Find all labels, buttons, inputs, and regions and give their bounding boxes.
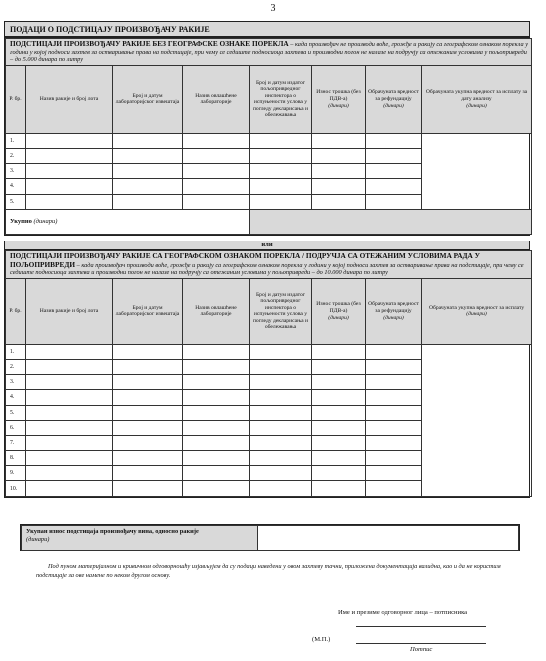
s2-col-cost: Износ трошка (без ПДВ-а) (динари) xyxy=(312,278,366,344)
cell-input[interactable] xyxy=(183,179,250,194)
row-number: 5. xyxy=(6,194,26,209)
cell-input[interactable] xyxy=(26,359,113,374)
section1-column-headers xyxy=(6,65,532,133)
s2-col-name: Назив ракије и број лота xyxy=(26,278,113,344)
summary-table xyxy=(21,525,519,551)
cell-input[interactable] xyxy=(113,164,183,179)
cell-input[interactable] xyxy=(113,179,183,194)
cell-input[interactable] xyxy=(366,344,422,359)
cell-input[interactable] xyxy=(366,405,422,420)
cell-input[interactable] xyxy=(366,133,422,148)
row-number: 10. xyxy=(6,481,26,496)
cell-input[interactable] xyxy=(26,466,113,481)
cell-input[interactable] xyxy=(113,451,183,466)
page-number: 3 xyxy=(270,3,276,14)
cell-input[interactable] xyxy=(183,420,250,435)
row-number: 4. xyxy=(6,390,26,405)
cell-input[interactable] xyxy=(26,179,113,194)
cell-input[interactable] xyxy=(183,344,250,359)
cell-input[interactable] xyxy=(366,435,422,450)
cell-input[interactable] xyxy=(312,390,366,405)
s1-col-lab-report: Број и датум лабораторијског извештаја xyxy=(113,65,183,133)
section1-heading-text: – када произвођач не производи воће, грожђе и ракију са географском ознаком порекла у години у којој подноси захтев за остваривање права на подстицаје, при чему се седиште подносиоца захтева и производни погон не налазе на подручју са отежаним условима у пољопривреди – до 5.000 динара по литру xyxy=(10,41,528,64)
cell-input[interactable] xyxy=(183,194,250,209)
cell-input[interactable] xyxy=(312,133,366,148)
section2-table-wrapper xyxy=(4,249,530,498)
s1-col-refund: Обрачуната вредност за рефундацију (динари) xyxy=(366,65,422,133)
cell-input[interactable] xyxy=(312,451,366,466)
summary-label: Укупан износ подстицаја произвођачу вина, односно ракије (динари) xyxy=(22,526,258,551)
row-number: 2. xyxy=(6,359,26,374)
cell-input[interactable] xyxy=(183,164,250,179)
cell-input[interactable] xyxy=(26,133,113,148)
row-number: 1. xyxy=(6,133,26,148)
s2-col-total: Обрачуната укупна вредност за исплату (динари) xyxy=(422,278,532,344)
cell-input[interactable] xyxy=(312,179,366,194)
cell-input[interactable] xyxy=(113,375,183,390)
row-number: 5. xyxy=(6,405,26,420)
row-number: 3. xyxy=(6,375,26,390)
row-number: 6. xyxy=(6,420,26,435)
cell-input[interactable] xyxy=(113,420,183,435)
cell-input[interactable] xyxy=(113,194,183,209)
cell-input[interactable] xyxy=(183,435,250,450)
signatory-name-line[interactable] xyxy=(356,626,486,627)
cell-input[interactable] xyxy=(113,466,183,481)
cell-input[interactable] xyxy=(312,420,366,435)
s2-col-lab-name: Назив овлашћене лабораторије xyxy=(183,278,250,344)
cell-input[interactable] xyxy=(250,481,312,496)
cell-input[interactable] xyxy=(250,164,312,179)
section2-heading-text: – када произвођач производи воће, грожђе и ракију са географском ознаком порекла у години у којој подноси захтев за остваривање права на подстицаје, при чему се седиште подносиоца захтева и производни погон не налазе на подручју са отежаним условима у пољопривреди – до 10.000 динара по литру xyxy=(10,261,524,277)
cell-input[interactable] xyxy=(113,133,183,148)
cell-input[interactable] xyxy=(250,359,312,374)
section2-heading-bold: ПОДСТИЦАЈИ ПРОИЗВОЂАЧУ РАКИЈЕ СА ГЕОГРАФСКОМ ОЗНАКОМ ПОРЕКЛА / ПОДРУЧЈА СА ОТЕЖАНИМ УСЛОВИМА РАДА У ПОЉОПРИВРЕДИ xyxy=(10,251,480,269)
cell-input[interactable] xyxy=(366,179,422,194)
signature-label: Потпис xyxy=(410,646,433,653)
cell-input[interactable] xyxy=(26,148,113,163)
stamp-placeholder: (М.П.) xyxy=(312,636,331,643)
cell-input[interactable] xyxy=(26,164,113,179)
row-number: 3. xyxy=(6,164,26,179)
cell-input[interactable] xyxy=(312,435,366,450)
cell-input[interactable] xyxy=(312,375,366,390)
cell-input[interactable] xyxy=(312,164,366,179)
cell-input[interactable] xyxy=(250,420,312,435)
cell-input[interactable] xyxy=(250,435,312,450)
cell-input[interactable] xyxy=(312,466,366,481)
section2-table xyxy=(5,250,532,497)
cell-input[interactable] xyxy=(366,420,422,435)
cell-input[interactable] xyxy=(183,148,250,163)
cell-input[interactable] xyxy=(250,194,312,209)
cell-input[interactable] xyxy=(366,148,422,163)
cell-input[interactable] xyxy=(183,451,250,466)
cell-input[interactable] xyxy=(250,133,312,148)
cell-input[interactable] xyxy=(312,405,366,420)
summary-box xyxy=(20,524,520,551)
s1-col-rb: Р. бр. xyxy=(6,65,26,133)
cell-input[interactable] xyxy=(113,481,183,496)
row-number: 4. xyxy=(6,179,26,194)
s1-col-name: Назив ракије и број лота xyxy=(26,65,113,133)
cell-input[interactable] xyxy=(250,390,312,405)
cell-input[interactable] xyxy=(312,359,366,374)
cell-input[interactable] xyxy=(26,451,113,466)
table-row xyxy=(6,133,532,148)
section1-table xyxy=(5,38,532,235)
cell-input[interactable] xyxy=(366,194,422,209)
or-separator: или xyxy=(4,241,530,249)
s1-col-total: Обрачуната укупна вредност за исплату за дату анализу (динари) xyxy=(422,65,532,133)
section1-total-label: Укупно (динари) xyxy=(6,209,250,234)
s2-col-rb: Р. бр. xyxy=(6,278,26,344)
cell-input[interactable] xyxy=(183,405,250,420)
cell-input[interactable] xyxy=(366,359,422,374)
section1-heading-bold: ПОДСТИЦАЈИ ПРОИЗВОЂАЧУ РАКИЈЕ БЕЗ ГЕОГРАФСКЕ ОЗНАКЕ ПОРЕКЛА xyxy=(10,39,289,48)
cell-input[interactable] xyxy=(183,466,250,481)
cell-input[interactable] xyxy=(26,194,113,209)
cell-input[interactable] xyxy=(312,148,366,163)
cell-input[interactable] xyxy=(366,390,422,405)
cell-input[interactable] xyxy=(183,133,250,148)
cell-total-input[interactable] xyxy=(422,344,532,496)
s2-col-refund: Обрачуната вредност за рефундацију (динари) xyxy=(366,278,422,344)
cell-input[interactable] xyxy=(250,148,312,163)
row-number: 8. xyxy=(6,451,26,466)
cell-input[interactable] xyxy=(312,481,366,496)
cell-input[interactable] xyxy=(250,451,312,466)
cell-input[interactable] xyxy=(250,375,312,390)
cell-input[interactable] xyxy=(183,375,250,390)
cell-input[interactable] xyxy=(250,344,312,359)
cell-input[interactable] xyxy=(113,435,183,450)
cell-input[interactable] xyxy=(366,375,422,390)
cell-input[interactable] xyxy=(250,405,312,420)
cell-input[interactable] xyxy=(26,390,113,405)
signature-line[interactable] xyxy=(356,643,486,644)
section1-total-row xyxy=(6,209,532,234)
cell-input[interactable] xyxy=(250,179,312,194)
row-number: 9. xyxy=(6,466,26,481)
section1-table-wrapper xyxy=(4,37,530,236)
s1-col-lab-name: Назив овлашћене лабораторије xyxy=(183,65,250,133)
cell-input[interactable] xyxy=(366,481,422,496)
cell-input[interactable] xyxy=(26,435,113,450)
cell-input[interactable] xyxy=(250,466,312,481)
cell-total-input[interactable] xyxy=(422,133,532,209)
cell-input[interactable] xyxy=(312,344,366,359)
section2-column-headers xyxy=(6,278,532,344)
cell-input[interactable] xyxy=(366,164,422,179)
section1-total-value[interactable] xyxy=(250,209,532,234)
cell-input[interactable] xyxy=(113,390,183,405)
s1-col-cost: Износ трошка (без ПДВ-а) (динари) xyxy=(312,65,366,133)
signatory-name-label: Име и презиме одговорног лица – потписника xyxy=(338,609,468,616)
cell-input[interactable] xyxy=(183,390,250,405)
row-number: 1. xyxy=(6,344,26,359)
cell-input[interactable] xyxy=(366,466,422,481)
section1-heading xyxy=(6,39,532,66)
table-row xyxy=(6,344,532,359)
cell-input[interactable] xyxy=(366,451,422,466)
section2-heading xyxy=(6,251,532,279)
cell-input[interactable] xyxy=(113,148,183,163)
summary-value[interactable] xyxy=(258,526,519,551)
row-number: 2. xyxy=(6,148,26,163)
form-title: ПОДАЦИ О ПОДСТИЦАЈУ ПРОИЗВОЂАЧУ РАКИЈЕ xyxy=(4,21,530,37)
cell-input[interactable] xyxy=(312,194,366,209)
cell-input[interactable] xyxy=(26,481,113,496)
row-number: 7. xyxy=(6,435,26,450)
cell-input[interactable] xyxy=(183,481,250,496)
s1-col-inspector: Број и датум издатог пољопривредног инспектора о испуњености услова у погледу декларисања и обележавања xyxy=(250,65,312,133)
cell-input[interactable] xyxy=(113,405,183,420)
s2-col-inspector: Број и датум издатог пољопривредног инспектора о испуњености услова у погледу декларисања и обележавања xyxy=(250,278,312,344)
cell-input[interactable] xyxy=(26,375,113,390)
cell-input[interactable] xyxy=(183,359,250,374)
cell-input[interactable] xyxy=(26,344,113,359)
declaration-text: Под пуном материјалном и кривичном одговорношћу изјављујем да су подаци наведени у овом захтеву тачни, приложена документација валидна, као и да не користим подстицаје за ове намене по неком другом основу. xyxy=(36,563,501,579)
s2-col-lab-report: Број и датум лабораторијског извештаја xyxy=(113,278,183,344)
cell-input[interactable] xyxy=(113,359,183,374)
cell-input[interactable] xyxy=(26,405,113,420)
cell-input[interactable] xyxy=(113,344,183,359)
cell-input[interactable] xyxy=(26,420,113,435)
